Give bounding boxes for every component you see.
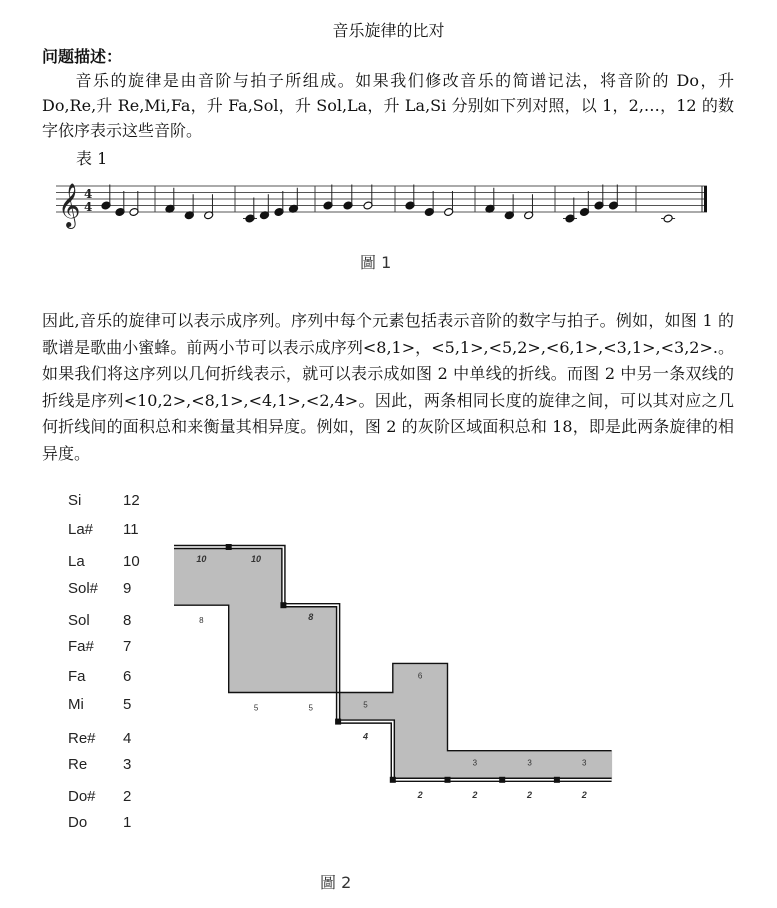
figure2-caption: 圖 2 (320, 873, 352, 892)
time-signature-top: 4 (84, 187, 93, 201)
beat-marker (226, 544, 232, 550)
time-signature-bottom: 4 (84, 200, 93, 214)
double-line-value-label: 2 (472, 789, 478, 800)
pitch-number: 8 (123, 612, 132, 629)
pitch-name: Sol# (68, 580, 99, 597)
pitch-name: Do (68, 814, 88, 831)
pitch-number: 6 (123, 668, 132, 685)
table-label: 表 1 (76, 149, 108, 168)
section-heading: 问题描述： (42, 47, 123, 66)
single-line-value-label: 3 (527, 758, 532, 768)
pitch-row (68, 638, 158, 658)
pitch-row (68, 730, 158, 750)
pitch-number: 2 (123, 788, 132, 805)
beat-marker (499, 777, 505, 783)
page-title: 音乐旋律的比对 (332, 21, 445, 40)
pitch-number: 5 (123, 696, 132, 713)
paragraph-intro-text: 音乐的旋律是由音阶与拍子所组成。如果我们修改音乐的简谱记法，将音阶的 Do，升 Do,Re,升 Re,Mi,Fa，升 Fa,Sol，升 Sol,La，升 La,Si 分别如下列对照，以 1，2,…，12 的数字依序表示这些音阶。 (42, 71, 734, 140)
pitch-row (68, 668, 158, 688)
single-line-value-label: 8 (199, 616, 204, 626)
pitch-row (68, 696, 158, 716)
beat-marker (280, 602, 286, 608)
music-staff-figure (50, 170, 730, 236)
single-line-value-label: 5 (363, 700, 368, 710)
pitch-number: 11 (123, 521, 139, 538)
figure1-caption: 圖 1 (360, 253, 392, 272)
pitch-name: Fa# (68, 638, 94, 655)
pitch-name: Sol (68, 612, 90, 629)
difference-area (393, 663, 448, 779)
double-line-value-label: 8 (308, 612, 314, 623)
pitch-row (68, 612, 158, 632)
single-line-value-label: 3 (582, 758, 587, 768)
paragraph-intro (42, 68, 734, 143)
pitch-row (68, 521, 158, 541)
pitch-number: 7 (123, 638, 132, 655)
pitch-row (68, 580, 158, 600)
pitch-name: Si (68, 492, 82, 509)
pitch-number: 10 (123, 553, 140, 570)
pitch-name: Do# (68, 788, 96, 805)
pitch-name: La (68, 553, 85, 570)
pitch-name: Mi (68, 696, 84, 713)
single-line-value-label: 5 (253, 703, 259, 713)
pitch-row (68, 492, 158, 512)
treble-clef-icon: 𝄞 (58, 183, 81, 227)
double-line-value-label: 2 (527, 789, 533, 800)
final-bar-thick (704, 186, 707, 212)
note-head (663, 214, 673, 223)
beat-marker (445, 777, 451, 783)
pitch-number: 12 (123, 492, 140, 509)
melody-polyline-figure (160, 530, 630, 820)
pitch-row (68, 553, 158, 573)
pitch-name: Re (68, 756, 88, 773)
pitch-number: 4 (123, 730, 132, 747)
double-line-value-label: 2 (417, 789, 423, 800)
pitch-number: 1 (123, 814, 132, 831)
pitch-number: 3 (123, 756, 132, 773)
pitch-name: Fa (68, 668, 86, 685)
single-line-value-label: 5 (308, 703, 313, 713)
beat-marker (335, 719, 341, 725)
single-line-value-label: 3 (472, 758, 478, 768)
double-line-value-label: 10 (196, 554, 207, 564)
pitch-name: Re# (68, 730, 96, 747)
double-line-value-label: 4 (362, 731, 368, 742)
double-line-value-label: 2 (581, 789, 587, 800)
pitch-row (68, 814, 158, 834)
beat-marker (554, 777, 560, 783)
pitch-name: La# (68, 521, 94, 538)
pitch-row (68, 756, 158, 776)
double-line-value-label: 10 (251, 554, 262, 564)
paragraph-explanation: 因此,音乐的旋律可以表示成序列。序列中每个元素包括表示音阶的数字与拍子。例如，如图 1 的歌谱是歌曲小蜜蜂。前两小节可以表示成序列<8,1>，<5,1>,<5,2>,<6,1>,<3,1>,<3,2>.。如果我们将这序列以几何折线表示，就可以表示成如图 2 中单线的折线。而图 2 中另一条双线的折线是序列<10,2>,<8,1>,<4,1>,<2,4>。因此，两条相同长度的旋律之间，可以其对应之几何折线间的面积总和来衡量其相异度。例如，图 2 的灰阶区域面积总和 18，即是此两条旋律的相异度。 (42, 311, 734, 463)
pitch-row (68, 788, 158, 808)
single-line-value-label: 6 (417, 671, 423, 681)
beat-marker (390, 777, 396, 783)
pitch-number: 9 (123, 580, 132, 597)
difference-area (229, 547, 284, 693)
